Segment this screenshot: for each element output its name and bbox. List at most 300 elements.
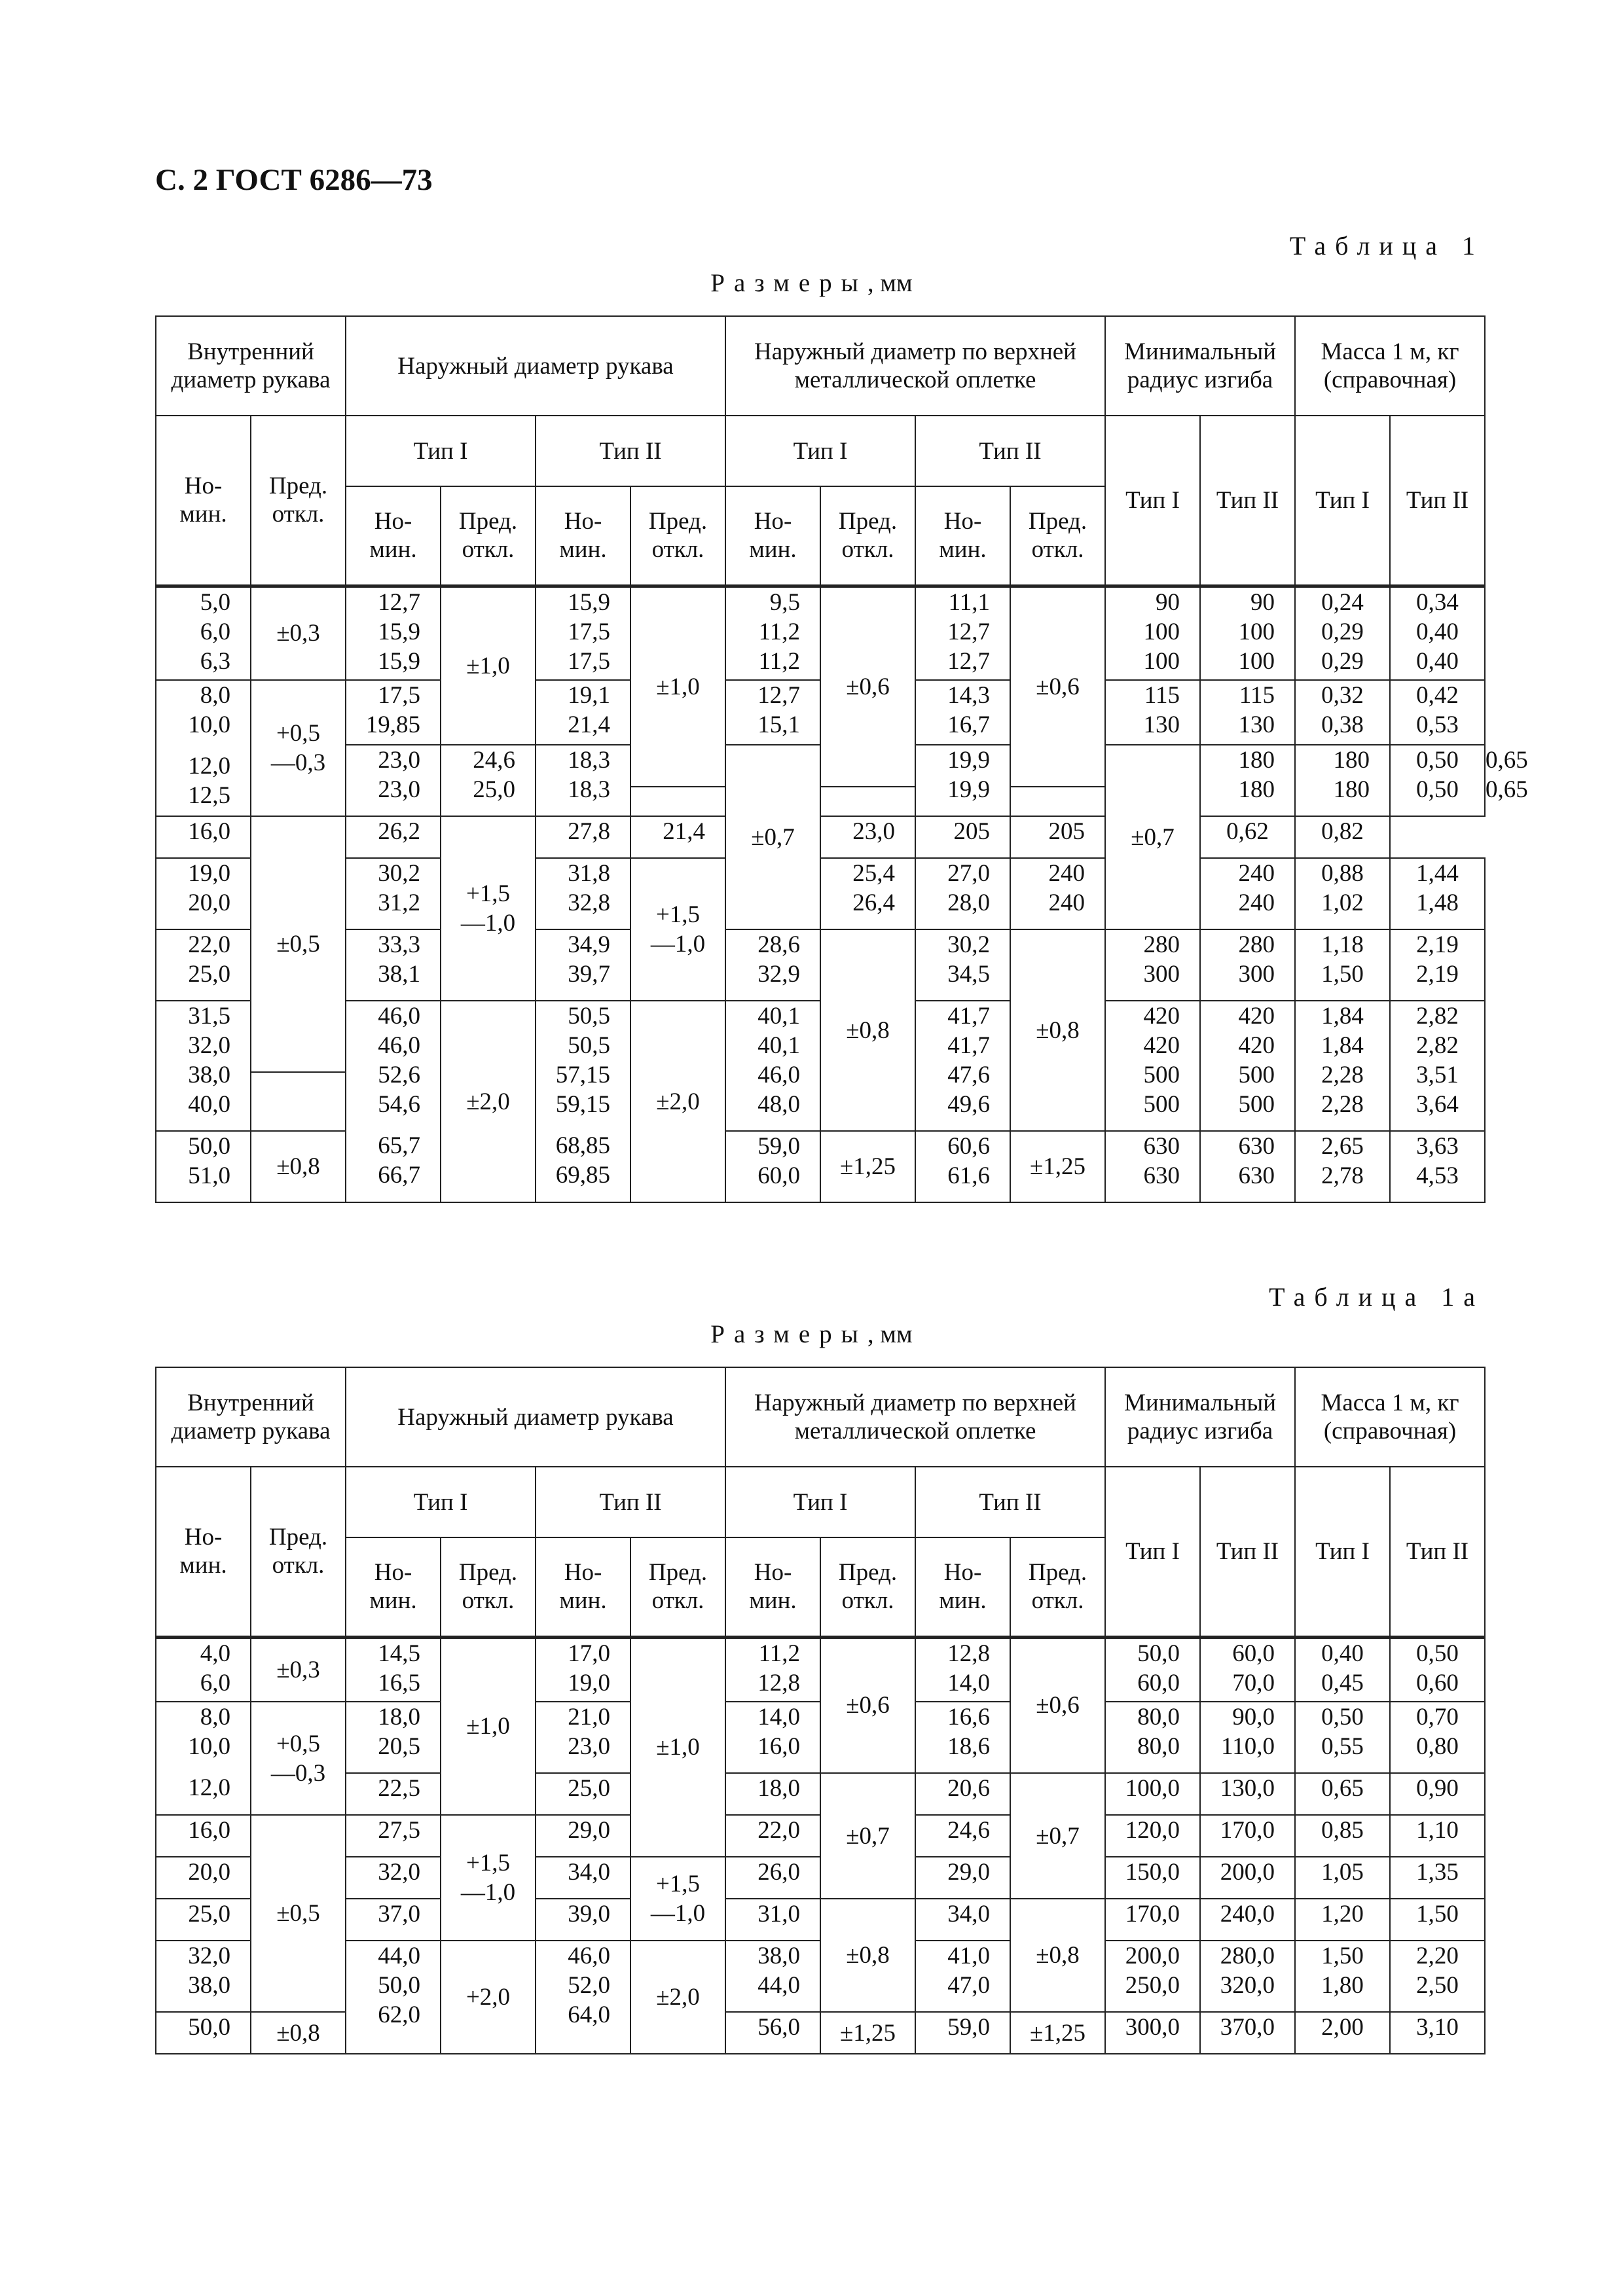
cell-value: 170,0 (1220, 1817, 1275, 1844)
table-cell (1105, 929, 1200, 1001)
table-cell (1105, 745, 1200, 929)
table-cell (1390, 1941, 1485, 2012)
cell-value: +0,5 (276, 1730, 321, 1757)
cell-value: 420 (1238, 1032, 1275, 1059)
cell-value: 21,4 (568, 711, 610, 738)
table-row (156, 586, 1485, 621)
header-type-2: Тип II (1200, 1467, 1295, 1637)
table-row (156, 858, 1485, 900)
cell-value: 180 (1333, 776, 1370, 803)
cell-value: 15,9 (568, 588, 610, 616)
table-cell (536, 1815, 630, 1857)
header-inner-diameter: Внутренний диаметр рукава (156, 1367, 346, 1467)
cell-value: 23,0 (852, 818, 896, 845)
table-cell (1010, 1637, 1105, 1773)
cell-value: 31,0 (757, 1901, 801, 1928)
cell-value: 180 (1238, 776, 1275, 803)
cell-value: 38,0 (188, 1972, 230, 1999)
table-cell (346, 1899, 441, 1941)
cell-value: 65,7 (378, 1132, 420, 1159)
cell-value: 19,9 (947, 776, 991, 803)
cell-value: 17,0 (568, 1640, 610, 1667)
cell-value: 420 (1143, 1003, 1180, 1030)
table-cell (1295, 2012, 1390, 2054)
cell-value: 130,0 (1220, 1775, 1275, 1802)
cell-value: 0,40 (1321, 1640, 1364, 1667)
table-cell (630, 586, 725, 787)
table-cell (1200, 2012, 1295, 2054)
cell-value: 18,3 (568, 747, 610, 774)
cell-value: 37,0 (378, 1901, 420, 1928)
table-cell (1390, 929, 1485, 1001)
header-dev: Пред. откл. (441, 1537, 536, 1637)
cell-value: 1,05 (1321, 1859, 1364, 1886)
cell-value: 0,65 (1321, 1775, 1364, 1802)
cell-value: 70,0 (1232, 1669, 1275, 1696)
table-row (156, 1773, 1485, 1815)
cell-value: 500 (1238, 1091, 1275, 1118)
cell-value: 0,55 (1321, 1733, 1364, 1760)
table-cell (1010, 1131, 1105, 1202)
cell-value: 32,9 (757, 961, 801, 988)
cell-value: 80,0 (1137, 1704, 1180, 1731)
cell-value: 47,6 (947, 1062, 991, 1088)
table-cell (1105, 1857, 1200, 1899)
table-cell (1200, 1702, 1295, 1773)
cell-value: 2,82 (1416, 1032, 1459, 1059)
table-cell (725, 586, 820, 680)
cell-value: 0,50 (1416, 747, 1459, 774)
table-1a-body (156, 1637, 1485, 2054)
units-word: Размеры (710, 1320, 867, 1348)
cell-value: 56,0 (757, 2014, 801, 2041)
table-cell (346, 929, 441, 1001)
cell-value: 9,5 (769, 588, 801, 616)
header-dev: Пред. откл. (1010, 486, 1105, 586)
cell-value: 16,0 (757, 1733, 801, 1760)
table-cell (1200, 1773, 1295, 1815)
header-type-2: Тип II (1390, 416, 1485, 586)
table-cell (156, 1001, 251, 1131)
table-cell (1295, 1131, 1390, 1202)
cell-value: 69,85 (555, 1162, 610, 1189)
cell-value: 1,20 (1321, 1901, 1364, 1928)
cell-value: 21,0 (568, 1704, 610, 1731)
cell-value: ±0,8 (276, 1153, 320, 1180)
cell-value: 27,5 (378, 1817, 420, 1844)
table-cell (725, 1857, 820, 1899)
cell-value: 17,5 (378, 682, 420, 709)
cell-value: 28,6 (757, 931, 801, 958)
header-nom: Но- мин. (915, 486, 1010, 586)
cell-value: ±1,0 (466, 1713, 510, 1740)
cell-value: 29,0 (568, 1817, 610, 1844)
table-cell (1390, 1001, 1485, 1131)
cell-value: 41,0 (947, 1943, 991, 1969)
cell-value: 0,85 (1321, 1817, 1364, 1844)
table-cell (1295, 1815, 1390, 1857)
cell-value: 2,28 (1321, 1091, 1364, 1118)
cell-value: 22,0 (188, 931, 230, 958)
cell-value: 8,0 (200, 1704, 230, 1731)
cell-value: ±0,7 (1131, 823, 1175, 851)
cell-value: 500 (1143, 1062, 1180, 1088)
cell-value: 59,15 (555, 1091, 610, 1118)
units-word: Размеры (710, 269, 867, 297)
table-cell (630, 1637, 725, 1857)
cell-value: 50,0 (1137, 1640, 1180, 1667)
cell-value: 200,0 (1220, 1859, 1275, 1886)
cell-value: 2,50 (1416, 1972, 1459, 1999)
table-cell (1295, 1857, 1390, 1899)
cell-value: 11,1 (948, 588, 991, 616)
table-cell (1390, 858, 1485, 929)
header-outer-diameter: Наружный диаметр рукава (346, 1367, 725, 1467)
header-dev: Пред. откл. (441, 486, 536, 586)
table-cell (820, 929, 915, 1131)
table-cell (251, 1637, 346, 1702)
cell-value: 48,0 (757, 1091, 801, 1118)
table-cell (156, 1131, 251, 1202)
cell-value: 38,0 (188, 1062, 230, 1088)
cell-value: 34,0 (568, 1859, 610, 1886)
cell-value: 170,0 (1125, 1901, 1180, 1928)
table-1-label: Таблица 1 (1289, 231, 1484, 260)
cell-value: ±0,7 (751, 823, 795, 851)
table-cell (820, 858, 915, 929)
cell-value: 150,0 (1125, 1859, 1180, 1886)
cell-value: 20,0 (188, 1859, 230, 1886)
cell-value: 18,3 (568, 776, 610, 803)
cell-value: 12,8 (757, 1669, 801, 1696)
cell-value: 0,32 (1321, 682, 1364, 709)
cell-value: ±1,25 (1029, 2019, 1086, 2047)
cell-value: ±0,6 (1036, 1692, 1080, 1719)
cell-value: 22,5 (378, 1775, 420, 1802)
cell-value: 16,0 (188, 1817, 230, 1844)
table-cell (346, 816, 441, 858)
table-cell (1105, 680, 1200, 745)
cell-value: 1,50 (1416, 1901, 1459, 1928)
cell-value: 23,0 (378, 747, 420, 774)
cell-value: 12,0 (188, 1774, 230, 1801)
cell-value: 15,9 (378, 647, 420, 675)
cell-value: 130 (1238, 711, 1275, 738)
table-cell (441, 816, 536, 1001)
cell-value: 0,29 (1321, 618, 1364, 645)
cell-value: 0,34 (1416, 588, 1459, 616)
cell-value: 240,0 (1220, 1901, 1275, 1928)
cell-value: 1,18 (1321, 931, 1364, 958)
table-cell (156, 586, 251, 680)
cell-value: 240 (1238, 860, 1275, 887)
cell-value: 14,0 (947, 1669, 991, 1696)
cell-value: 0,50 (1321, 1704, 1364, 1731)
cell-value: 20,0 (188, 889, 230, 916)
table-cell (1390, 1899, 1485, 1941)
table-cell (1295, 1637, 1390, 1702)
cell-value: +0,5 (276, 720, 321, 747)
cell-value: 100 (1238, 618, 1275, 645)
cell-value: 24,6 (473, 747, 515, 774)
cell-value: 1,50 (1321, 1943, 1364, 1969)
cell-value: 52,6 (378, 1062, 420, 1088)
table-cell (915, 2012, 1010, 2054)
cell-value: 46,0 (378, 1003, 420, 1030)
cell-value: 40,1 (757, 1032, 801, 1059)
cell-value: ±0,6 (846, 673, 890, 700)
table-row: 23,0 23,0 24,6 25,0 18,3 18,3 ±0,7 19,9 19,9 ±0,7 180 180 180 180 0,50 0,50 0,65 0,65 (156, 745, 1485, 787)
cell-value: —1,0 (460, 1879, 516, 1906)
header-inner-diameter: Внутренний диаметр рукава (156, 316, 346, 416)
cell-value: 24,6 (947, 1817, 991, 1844)
header-type-1: Тип I (725, 1467, 915, 1537)
cell-value: 60,6 (947, 1133, 991, 1160)
cell-value: 0,62 (1226, 818, 1269, 845)
cell-value: 320,0 (1220, 1972, 1275, 1999)
header-min-radius: Минимальный радиус изгиба (1105, 1367, 1295, 1467)
table-cell (630, 816, 725, 858)
table-cell (156, 1702, 251, 1815)
header-nom: Но- мин. (346, 1537, 441, 1637)
table-cell (536, 1773, 630, 1815)
cell-value: ±2,0 (656, 1984, 700, 2011)
cell-value: 180 (1333, 747, 1370, 774)
cell-value: 39,0 (568, 1901, 610, 1928)
table-cell (1390, 1702, 1485, 1773)
table-cell (1200, 929, 1295, 1001)
table-cell (915, 1637, 1010, 1702)
table-cell (915, 1899, 1010, 1941)
cell-value: ±2,0 (656, 1088, 700, 1115)
table-cell (915, 745, 1010, 816)
cell-value: 46,0 (757, 1062, 801, 1088)
table-cell (1295, 858, 1390, 929)
cell-value: 16,5 (378, 1669, 420, 1696)
cell-value: ±0,6 (1036, 673, 1080, 700)
cell-value: 52,0 (568, 1972, 610, 1999)
cell-value: 0,45 (1321, 1669, 1364, 1696)
cell-value: ±0,8 (846, 1016, 890, 1044)
cell-value: 240 (1048, 889, 1085, 916)
cell-value: 200,0 (1125, 1943, 1180, 1969)
cell-value: 17,5 (568, 618, 610, 645)
table-cell (1200, 1899, 1295, 1941)
cell-value: 0,38 (1321, 711, 1364, 738)
cell-value: 40,0 (188, 1091, 230, 1118)
table-cell (251, 1815, 346, 2012)
header-type-1: Тип I (1295, 416, 1390, 586)
header-nom: Но- мин. (915, 1537, 1010, 1637)
header-type-1: Тип I (1105, 1467, 1200, 1637)
table-cell (1105, 586, 1200, 680)
cell-value: 31,8 (568, 860, 610, 887)
table-cell (915, 1773, 1010, 1815)
cell-value: 34,5 (947, 961, 991, 988)
cell-value: 100 (1143, 618, 1180, 645)
cell-value: 120,0 (1125, 1817, 1180, 1844)
cell-value: 110,0 (1221, 1733, 1275, 1760)
cell-value: 50,0 (378, 1972, 420, 1999)
cell-value: 205 (1048, 818, 1085, 845)
header-type-2: Тип II (1390, 1467, 1485, 1637)
table-cell (346, 680, 441, 745)
table-cell (725, 1702, 820, 1773)
table-cell (1295, 680, 1390, 745)
cell-value: 0,88 (1321, 860, 1364, 887)
header-type-1: Тип I (346, 1467, 536, 1537)
cell-value: 1,35 (1416, 1859, 1459, 1886)
cell-value: ±1,25 (1029, 1153, 1086, 1180)
cell-value: 420 (1238, 1003, 1275, 1030)
cell-value: 46,0 (568, 1943, 610, 1969)
cell-value: ±0,6 (846, 1692, 890, 1719)
cell-value: 6,0 (200, 1669, 230, 1696)
table-cell (1105, 1899, 1200, 1941)
cell-value: 39,7 (568, 961, 610, 988)
cell-value: —1,0 (460, 910, 516, 937)
cell-value: 26,4 (852, 889, 896, 916)
cell-value: 300 (1238, 961, 1275, 988)
table-cell (915, 1941, 1010, 2012)
cell-value: 0,50 (1416, 1640, 1459, 1667)
cell-value: +1,5 (655, 1871, 701, 1897)
table-cell (346, 1702, 441, 1773)
table-cell (1010, 929, 1105, 1131)
cell-value: 19,85 (365, 711, 420, 738)
table-cell (820, 586, 915, 787)
table-cell (346, 1815, 441, 1857)
cell-value: 10,0 (188, 711, 230, 738)
table-row (156, 1899, 1485, 1941)
cell-value: 300,0 (1125, 2014, 1180, 2041)
table-cell (1105, 1702, 1200, 1773)
cell-value: 250,0 (1125, 1972, 1180, 1999)
table-cell (156, 1637, 251, 1702)
cell-value: 280,0 (1220, 1943, 1275, 1969)
table-cell (1390, 586, 1485, 680)
cell-value: 280 (1238, 931, 1275, 958)
cell-value: ±1,25 (839, 1153, 896, 1180)
cell-value: 90,0 (1232, 1704, 1275, 1731)
table-cell (1295, 1773, 1390, 1815)
table-cell (536, 745, 630, 816)
cell-value: —0,3 (270, 749, 326, 776)
cell-value: 90 (1156, 588, 1180, 616)
cell-value: 59,0 (947, 2014, 991, 2041)
cell-value: 5,0 (200, 588, 230, 616)
table-cell (630, 1857, 725, 1941)
table-cell (156, 1941, 251, 2012)
cell-value: 1,44 (1416, 860, 1459, 887)
header-dev: Пред. откл. (630, 486, 725, 586)
cell-value: 34,0 (947, 1901, 991, 1928)
cell-value: 240 (1238, 889, 1275, 916)
table-cell (536, 1702, 630, 1773)
table-cell (1390, 745, 1485, 816)
table-cell (1390, 1857, 1485, 1899)
table-cell (441, 1637, 536, 1815)
cell-value: 2,82 (1416, 1003, 1459, 1030)
cell-value: 0,70 (1416, 1704, 1459, 1731)
table-cell (725, 1899, 820, 1941)
table-cell (251, 2012, 346, 2054)
cell-value: 17,5 (568, 647, 610, 675)
table-cell (1200, 858, 1295, 929)
header-type-1: Тип I (346, 416, 536, 486)
header-type-2: Тип II (1200, 416, 1295, 586)
table-cell (1390, 1131, 1485, 1202)
header-dev: Пред. откл. (820, 1537, 915, 1637)
cell-value: 18,0 (378, 1704, 420, 1731)
cell-value: 41,7 (947, 1032, 991, 1059)
table-cell (346, 1857, 441, 1899)
cell-value: 3,64 (1416, 1091, 1459, 1118)
cell-value: 12,8 (947, 1640, 991, 1667)
table-cell (1105, 2012, 1200, 2054)
cell-value: 0,40 (1416, 647, 1459, 675)
table-cell (630, 1941, 725, 2054)
table-cell (1010, 586, 1105, 787)
table-cell (630, 1001, 725, 1202)
header-dev: Пред. откл. (820, 486, 915, 586)
table-cell (346, 586, 441, 680)
table-cell (1295, 1702, 1390, 1773)
cell-value: 32,0 (188, 1943, 230, 1969)
cell-value: 18,6 (947, 1733, 991, 1760)
cell-value: 11,2 (758, 1640, 801, 1667)
table-cell (251, 586, 346, 680)
table-cell (156, 1857, 251, 1899)
cell-value: 23,0 (568, 1733, 610, 1760)
cell-value: 19,1 (568, 682, 610, 709)
cell-value: 22,0 (757, 1817, 801, 1844)
cell-value: 29,0 (947, 1859, 991, 1886)
table-cell (1200, 745, 1295, 816)
table-cell (536, 1001, 630, 1202)
header-nom: Но- мин. (536, 486, 630, 586)
table-cell (1200, 1637, 1295, 1702)
cell-value: ±0,5 (276, 931, 320, 958)
cell-value: ±1,25 (839, 2019, 896, 2047)
cell-value: 27,0 (947, 860, 991, 887)
cell-value: 2,00 (1321, 2014, 1364, 2041)
header-type-2: Тип II (536, 1467, 725, 1537)
cell-value: 59,0 (757, 1133, 801, 1160)
cell-value: 10,0 (188, 1733, 230, 1760)
cell-value: 34,9 (568, 931, 610, 958)
cell-value: 19,0 (568, 1669, 610, 1696)
cell-value: 115 (1239, 682, 1275, 709)
cell-value: 11,2 (758, 618, 801, 645)
header-outer-diameter: Наружный диаметр рукава (346, 316, 725, 416)
cell-value: 60,0 (1232, 1640, 1275, 1667)
cell-value: 23,0 (378, 776, 420, 803)
table-cell (915, 858, 1010, 929)
cell-value: ±0,3 (276, 620, 320, 647)
cell-value: 38,1 (378, 961, 420, 988)
table-row (156, 929, 1485, 971)
table-cell (1390, 2012, 1485, 2054)
table-cell (1295, 586, 1390, 680)
table-cell (156, 858, 251, 929)
cell-value: 54,6 (378, 1091, 420, 1118)
table-cell (346, 1773, 441, 1815)
cell-value: 25,0 (568, 1775, 610, 1802)
table-cell (1200, 816, 1295, 858)
cell-value: 0,24 (1321, 588, 1364, 616)
cell-value: 3,63 (1416, 1133, 1459, 1160)
